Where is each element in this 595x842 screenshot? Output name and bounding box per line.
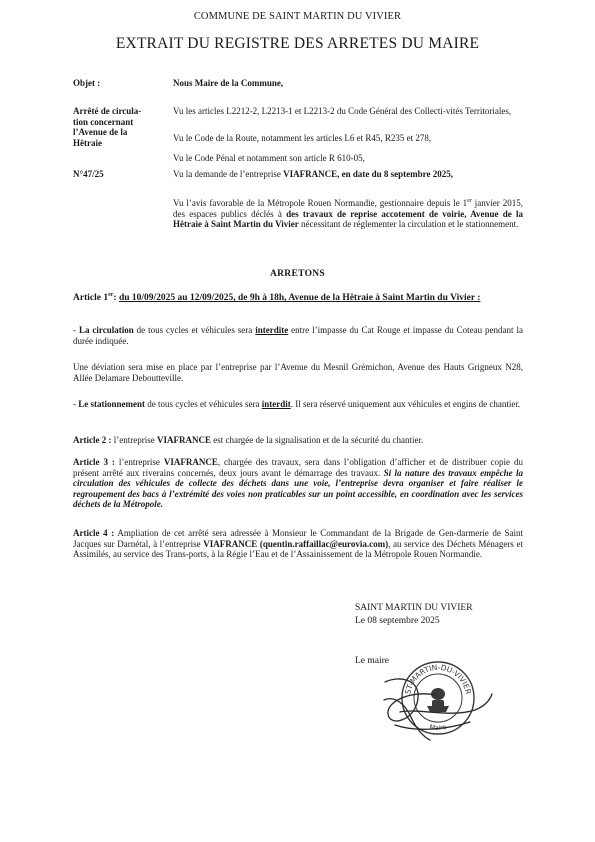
article-4-b: , au service des Déchets Ménagers et Assimilés, au service des Trans-ports, à la Régie l’Eau et de l’Assainissement de la Métropole Rouen Normandie. (73, 538, 523, 560)
label-numero: N°47/25 (73, 169, 104, 179)
article-4-email: (quentin.raffaillac@eurovia.com) (257, 538, 389, 549)
article-3 (73, 457, 523, 510)
seal-bottom-text: Maire (428, 722, 448, 733)
vu-5-text (173, 196, 523, 230)
label-arrete-line4: Hêtraie (73, 137, 102, 148)
article-4 (73, 528, 523, 560)
article-1-colon: : (113, 293, 119, 304)
mayor-stamp-and-signature (380, 650, 500, 745)
article-2-company: VIAFRANCE (156, 435, 211, 445)
article-4-company: VIAFRANCE (203, 538, 258, 549)
vu-5-c: nécessitant de réglementer la circulation et le stationnement. (298, 219, 519, 230)
article-1-p3-bold: Le stationnement (78, 399, 145, 409)
vu-4-prefix: Vu la demande de l’entreprise (173, 169, 284, 179)
article-1-heading-text: du 10/09/2025 au 12/09/2025, de 9h à 18h, Avenue de la Hêtraie à Saint Martin du Vivier : (118, 293, 481, 304)
signature-date: Le 08 septembre 2025 (355, 616, 440, 626)
article-3-prefix: l’entreprise (114, 457, 164, 467)
article-1-interdite: interdite (255, 325, 289, 335)
label-arrete-subject (73, 106, 165, 148)
seal-top-text: ST-MARTIN-DU-VIVIER (403, 662, 473, 696)
article-3-italic: Si la nature des travaux empêche la circulation des véhicules de collecte des déchets dans une voie, l’entreprise devra organiser et faire réaliser le regroupement des bacs à l’extrémité des voies non praticables sur un point accessible, en coordination avec les services déchets de la Métropole. (73, 467, 523, 510)
article-1-p3-mid: de tous cycles et véhicules sera (145, 399, 262, 409)
vu-5-sup: er (467, 198, 472, 204)
article-1-p1-dash: - (73, 325, 79, 335)
article-1-circulation (73, 325, 523, 346)
article-3-rest: , chargée des travaux, sera dans l’obligation d’afficher et de distribuer copie du présent arrêté aux riverains concernés, deux jours avant le démarrage des travaux. (73, 457, 524, 478)
article-3-company: VIAFRANCE (163, 457, 218, 467)
article-4-a: Ampliation de cet arrêté sera adressée à Monsieur le Commandant de la Brigade de Gen-darmerie de Saint Jacques sur Darnétal, à l’entreprise (73, 528, 524, 549)
document-title: EXTRAIT DU REGISTRE DES ARRETES DU MAIRE (115, 35, 480, 52)
signature-role: Le maire (355, 656, 390, 666)
commune-name: COMMUNE DE SAINT MARTIN DU VIVIER (193, 11, 402, 22)
article-2-label: Article 2 : (73, 435, 112, 445)
label-arrete-line1: Arrêté de circula- (73, 106, 142, 116)
article-2 (73, 435, 523, 446)
seal-emblem-icon (427, 688, 449, 712)
article-1-p3-dash: - (73, 399, 79, 409)
preamble-vu-3 (173, 153, 523, 164)
vu-5-bold: des travaux de reprise accotement de voirie, Avenue de la Hêtraie à Saint Martin du Vivier (173, 208, 523, 230)
vu-3-text: Vu le Code Pénal et notamment son article R 610-05, (173, 153, 365, 163)
vu-1-text: Vu les articles L2212-2, L2213-1 et L2213-2 du Code Général des Collecti-vités Territoriales, (173, 106, 512, 116)
signature-place: SAINT MARTIN DU VIVIER (355, 603, 473, 613)
article-1-p3-end: . Il sera réservé uniquement aux véhicules et engins de chantier. (290, 399, 521, 409)
vu-5-a: Vu l’avis favorable de la Métropole Rouen Normandie, gestionnaire depuis le 1 (173, 198, 468, 208)
article-1-heading (73, 290, 523, 304)
article-1-interdit: interdit (261, 399, 291, 409)
arretons-heading: ARRETONS (269, 269, 326, 279)
vu-4-bold: VIAFRANCE, en date du 8 septembre 2025, (283, 169, 454, 179)
article-3-label: Article 3 : (73, 457, 115, 467)
article-4-label: Article 4 : (73, 528, 115, 538)
preamble-vu-5 (173, 196, 523, 230)
article-1-label: Article 1 (73, 293, 109, 304)
article-1-stationnement (73, 399, 523, 410)
article-1-p1-bold: La circulation (78, 325, 134, 335)
article-2-rest: est chargée de la signalisation et de la sécurité du chantier. (210, 435, 424, 445)
label-arrete-line3: l’Avenue de la (73, 127, 128, 138)
article-1-deviation (73, 362, 523, 383)
article-1-p1-end: entre l’impasse du Cat Rouge et impasse du Coteau pendant la durée indiquée. (73, 325, 523, 346)
article-1-sup: er (108, 292, 114, 298)
preamble-vu-4 (173, 169, 523, 180)
label-arrete-line2: tion concernant (73, 116, 134, 127)
preamble-vu-1 (173, 106, 523, 117)
vu-4-text (173, 169, 523, 180)
article-2-prefix: l’entreprise (111, 435, 157, 445)
nous-maire-text: Nous Maire de la Commune, (173, 78, 284, 88)
preamble-vu-2 (173, 133, 523, 144)
vu-5-b: janvier 2015, des espaces publics déclés à (173, 198, 523, 219)
label-objet: Objet : (73, 78, 101, 88)
article-1-p2: Une déviation sera mise en place par l’entreprise par l’Avenue du Mesnil Grémichon, Avenue des Hauts Grigneux N28, Allée Delamare Deboutteville. (73, 362, 523, 383)
vu-2-text: Vu le Code de la Route, notamment les articles L6 et R45, R235 et 278, (173, 133, 432, 143)
article-1-p1-mid: de tous cycles et véhicules sera (133, 325, 256, 335)
preamble-nous-maire (173, 78, 523, 89)
